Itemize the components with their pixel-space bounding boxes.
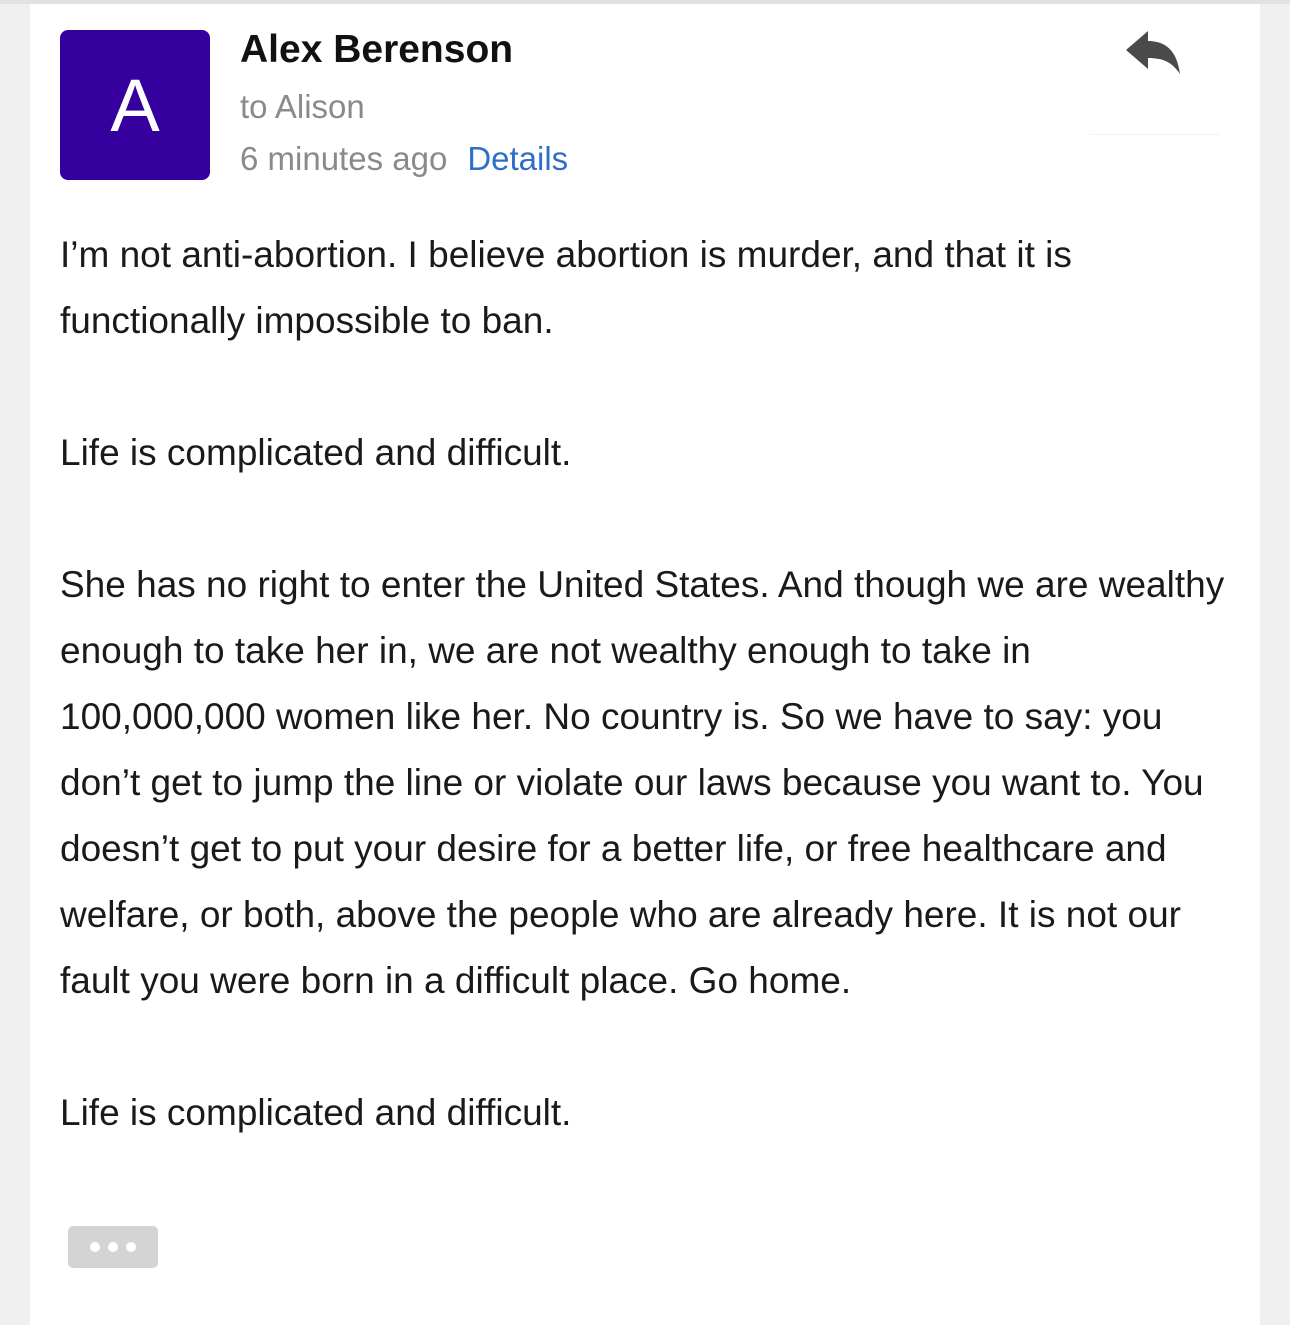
- reply-icon: [1122, 26, 1186, 82]
- details-link[interactable]: Details: [467, 140, 569, 177]
- message-meta: [240, 140, 568, 178]
- ellipsis-icon: [126, 1242, 136, 1252]
- email-message-card: [30, 4, 1260, 1325]
- reply-button[interactable]: [1122, 26, 1186, 82]
- avatar-initial: A: [110, 63, 160, 147]
- recipient-line: to Alison: [240, 88, 365, 125]
- body-paragraph: Life is complicated and difficult.: [60, 1092, 572, 1133]
- message-body: [60, 222, 1240, 1146]
- message-timestamp: 6 minutes ago: [240, 140, 448, 177]
- sender-name: Alex Berenson: [240, 28, 514, 71]
- ellipsis-icon: [90, 1242, 100, 1252]
- body-paragraph: She has no right to enter the United States. And though we are wealthy enough to take her in, we are not wealthy enough to take in 100,000,000 women like her. No country is. So we have to say: you don’t get to jump the line or violate our laws because you want to. You doesn’t get to put your desire for a better life, or free healthcare and welfare, or both, above the people who are already here. It is not our fault you were born in a difficult place. Go home.: [60, 564, 1225, 1001]
- body-paragraph: Life is complicated and difficult.: [60, 432, 572, 473]
- ellipsis-icon: [108, 1242, 118, 1252]
- show-trimmed-content-button[interactable]: [68, 1226, 158, 1268]
- sender-avatar: [60, 30, 210, 180]
- header-divider: [1090, 134, 1220, 135]
- body-paragraph: I’m not anti-abortion. I believe abortion is murder, and that it is functionally impossible to ban.: [60, 234, 1072, 341]
